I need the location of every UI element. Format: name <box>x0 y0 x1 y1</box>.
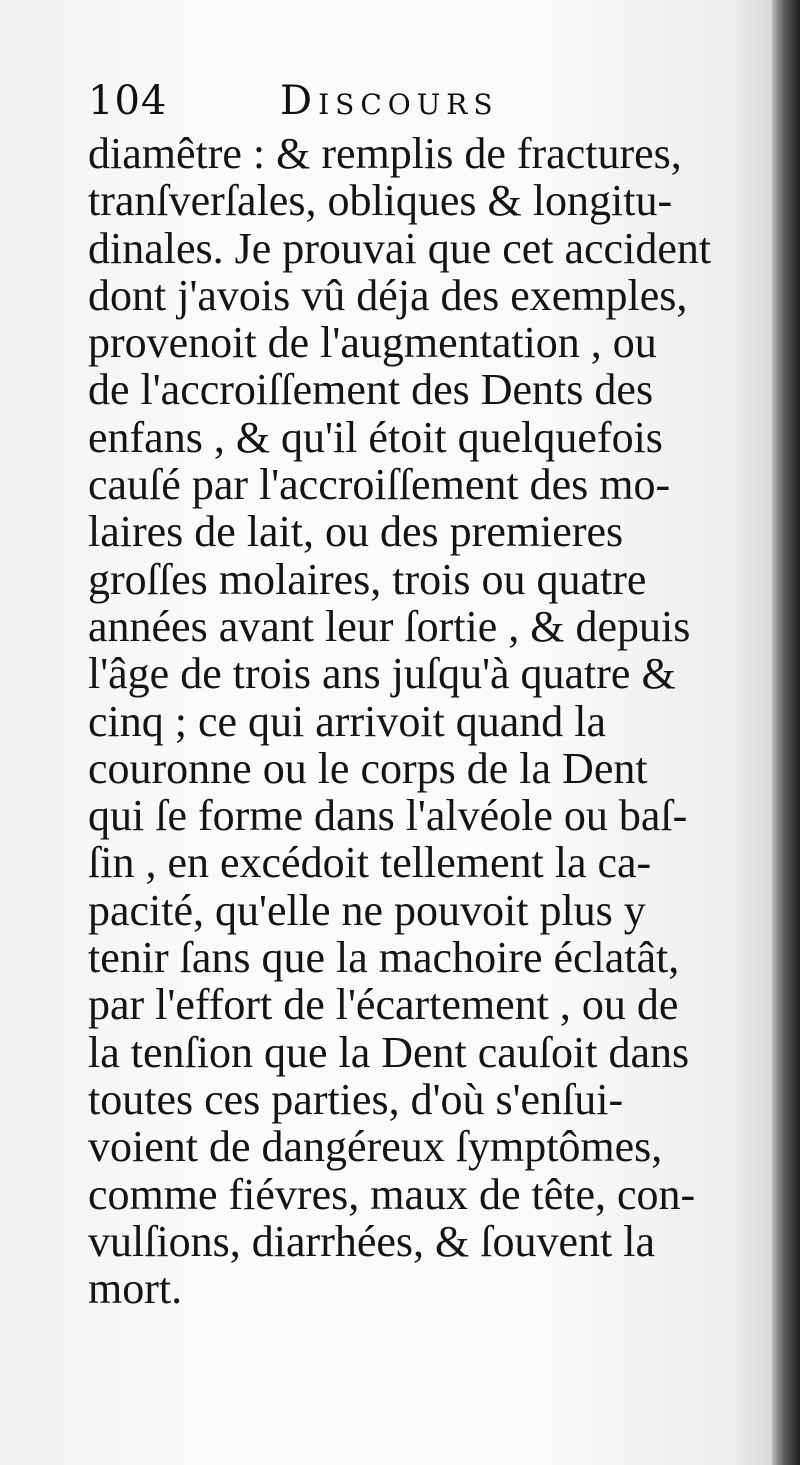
text-line: ſin , en excédoit tellement la ca- <box>88 838 652 888</box>
text-line: enfans , & qu'il étoit quelquefois <box>88 412 663 462</box>
text-line: cauſé par l'accroiſſement des mo- <box>88 460 671 510</box>
text-line: années avant leur ſortie , & depuis <box>88 601 691 651</box>
text-line: mort. <box>88 1264 183 1314</box>
text-line: la tenſion que la Dent cauſoit dans <box>88 1027 690 1077</box>
text-line: par l'effort de l'écartement , ou de <box>88 980 679 1030</box>
text-line: de l'accroiſſement des Dents des <box>88 365 654 415</box>
text-line: l'âge de trois ans juſqu'à quatre & <box>88 649 676 699</box>
page-edge-shadow <box>772 0 800 1465</box>
text-line: dinales. Je prouvai que cet accident <box>88 223 712 273</box>
text-line: voient de dangéreux ſymptômes, <box>88 1122 663 1172</box>
page-number: 104 <box>88 78 168 124</box>
running-title: Discours <box>280 78 499 124</box>
text-line: tranſverſales, obliques & longitu- <box>88 176 673 226</box>
text-line: pacité, qu'elle ne pouvoit plus y <box>88 885 646 935</box>
body-text <box>88 130 728 1312</box>
text-line: diamêtre : & remplis de fractures, <box>88 129 682 178</box>
text-line: groſſes molaires, trois ou quatre <box>88 554 647 604</box>
text-line: cinq ; ce qui arrivoit quand la <box>88 696 607 746</box>
text-line: comme fiévres, maux de tête, con- <box>88 1169 696 1219</box>
text-line: dont j'avois vû déja des exemples, <box>88 270 688 320</box>
text-line: toutes ces parties, d'où s'enſui- <box>88 1074 624 1124</box>
text-line: tenir ſans que la machoire éclatât, <box>88 933 680 983</box>
text-line: vulſions, diarrhées, & ſouvent la <box>88 1216 655 1266</box>
text-line: couronne ou le corps de la Dent <box>88 743 648 793</box>
text-line: provenoit de l'augmentation , ou <box>88 318 657 368</box>
text-line: qui ſe forme dans l'alvéole ou baſ- <box>88 791 688 841</box>
text-line: laires de lait, ou des premieres <box>88 507 624 557</box>
